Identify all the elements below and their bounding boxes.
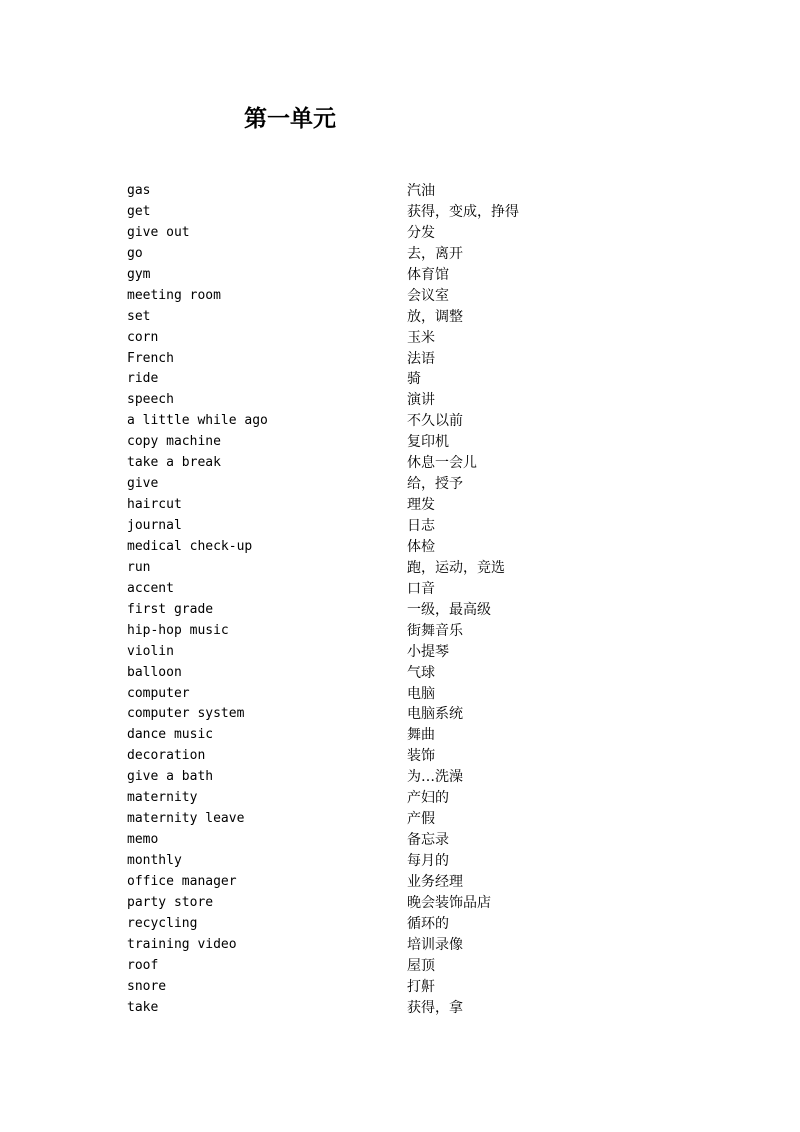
vocab-chinese: 电脑 (407, 685, 435, 702)
vocab-chinese: 汽油 (407, 183, 435, 199)
vocab-english: run (127, 559, 151, 575)
vocab-chinese: 法语 (407, 350, 435, 367)
vocab-row (127, 621, 687, 642)
vocab-chinese: 每月的 (407, 853, 449, 869)
vocab-chinese: 获得，拿 (407, 999, 463, 1016)
vocab-english: give a bath (127, 769, 214, 785)
vocab-english: office manager (127, 873, 237, 889)
vocabulary-list (127, 181, 687, 1019)
vocab-row (127, 307, 687, 328)
vocab-english: ride (127, 371, 159, 387)
vocab-row (127, 851, 687, 872)
vocab-english: accent (127, 580, 174, 596)
vocab-row (127, 935, 687, 956)
vocab-english: decoration (127, 748, 206, 764)
vocab-english: medical check-up (127, 538, 253, 554)
vocab-row (127, 956, 687, 977)
vocab-english: computer (127, 685, 190, 701)
vocab-english: take a break (127, 455, 221, 471)
vocab-english: journal (127, 518, 182, 533)
vocab-chinese: 给，授予 (407, 476, 463, 493)
vocab-chinese: 演讲 (407, 392, 435, 409)
vocab-chinese: 去，离开 (407, 245, 463, 262)
vocab-chinese: 理发 (407, 497, 435, 514)
vocab-chinese: 跑，运动，竞选 (407, 559, 505, 576)
vocab-chinese: 备忘录 (407, 832, 449, 849)
vocab-chinese: 放，调整 (407, 308, 463, 325)
vocab-row (127, 746, 687, 767)
vocab-row (127, 788, 687, 809)
vocab-english: haircut (127, 497, 182, 513)
vocab-chinese: 气球 (407, 664, 435, 681)
vocab-english: set (127, 308, 151, 324)
vocab-english: snore (127, 978, 167, 994)
vocab-row (127, 558, 687, 579)
vocab-chinese: 休息一会儿 (407, 455, 477, 472)
vocab-row (127, 516, 687, 537)
vocab-row (127, 369, 687, 390)
vocab-row (127, 223, 687, 244)
vocab-row (127, 432, 687, 453)
vocab-row (127, 202, 687, 223)
vocab-english: maternity (127, 790, 198, 806)
vocab-row (127, 704, 687, 725)
vocab-chinese: 打鼾 (407, 978, 435, 995)
vocab-english: dance music (127, 727, 214, 743)
vocab-chinese: 屋顶 (407, 957, 435, 974)
vocab-row (127, 998, 687, 1019)
vocab-chinese: 一级，最高级 (407, 601, 491, 618)
vocab-english: get (127, 203, 151, 219)
page-title: 第一单元 (244, 105, 336, 132)
vocab-chinese: 会议室 (407, 287, 449, 304)
vocab-row (127, 872, 687, 893)
vocab-chinese: 小提琴 (407, 643, 449, 660)
vocab-chinese: 业务经理 (407, 873, 463, 890)
vocab-english: corn (127, 329, 159, 345)
vocab-english: roof (127, 957, 159, 973)
vocab-english: gym (127, 266, 151, 282)
vocab-chinese: 产假 (407, 811, 435, 828)
vocab-row (127, 286, 687, 307)
vocab-row (127, 914, 687, 935)
vocab-chinese: 体育馆 (407, 266, 449, 283)
vocab-english: balloon (127, 664, 182, 680)
vocab-row (127, 244, 687, 265)
vocab-english: maternity leave (127, 811, 245, 827)
vocab-chinese: 分发 (407, 224, 435, 241)
vocab-chinese: 体检 (407, 538, 435, 555)
vocab-english: meeting room (127, 287, 221, 303)
vocab-row (127, 328, 687, 349)
vocab-row (127, 411, 687, 432)
vocab-english: hip-hop music (127, 622, 229, 638)
vocab-row (127, 977, 687, 998)
vocab-row (127, 767, 687, 788)
vocab-row (127, 349, 687, 370)
vocab-english: computer system (127, 706, 245, 722)
vocab-row (127, 893, 687, 914)
vocab-english: take (127, 999, 159, 1015)
vocab-chinese: 产妇的 (407, 790, 449, 807)
vocab-chinese: 玉米 (407, 329, 435, 346)
vocab-chinese: 为…洗澡 (407, 769, 463, 786)
vocab-english: French (127, 350, 174, 366)
vocab-english: memo (127, 832, 159, 848)
vocab-row (127, 453, 687, 474)
vocab-chinese: 舞曲 (407, 727, 435, 744)
vocab-row (127, 725, 687, 746)
vocab-english: first grade (127, 601, 214, 617)
vocab-row (127, 830, 687, 851)
vocab-english: a little while ago (127, 413, 268, 429)
vocab-chinese: 复印机 (407, 434, 449, 451)
vocab-chinese: 培训录像 (407, 936, 463, 953)
vocab-chinese: 街舞音乐 (407, 622, 463, 639)
vocab-chinese: 电脑系统 (407, 706, 463, 723)
vocab-chinese: 晚会装饰品店 (407, 894, 491, 911)
vocab-row (127, 600, 687, 621)
vocab-row (127, 663, 687, 684)
vocab-row (127, 390, 687, 411)
vocab-row (127, 474, 687, 495)
vocab-row (127, 537, 687, 558)
vocab-row (127, 809, 687, 830)
vocab-english: gas (127, 183, 151, 198)
vocab-english: speech (127, 392, 174, 408)
vocab-english: monthly (127, 853, 182, 868)
vocab-english: training video (127, 936, 237, 952)
vocab-chinese: 装饰 (407, 748, 435, 765)
vocab-english: give out (127, 224, 190, 240)
vocab-english: copy machine (127, 434, 221, 450)
vocab-english: recycling (127, 915, 198, 931)
vocab-row (127, 265, 687, 286)
vocab-row (127, 579, 687, 600)
vocab-row (127, 642, 687, 663)
vocab-chinese: 骑 (407, 371, 421, 388)
vocab-chinese: 不久以前 (407, 413, 463, 430)
vocab-english: give (127, 476, 159, 492)
vocab-english: party store (127, 894, 214, 910)
vocab-chinese: 口音 (407, 580, 435, 597)
vocab-chinese: 获得，变成，挣得 (407, 203, 519, 220)
vocab-row (127, 181, 687, 202)
vocab-row (127, 684, 687, 705)
vocab-row (127, 495, 687, 516)
vocab-chinese: 循环的 (407, 915, 449, 932)
vocab-english: go (127, 245, 143, 261)
vocab-english: violin (127, 643, 174, 659)
vocab-chinese: 日志 (407, 518, 435, 534)
